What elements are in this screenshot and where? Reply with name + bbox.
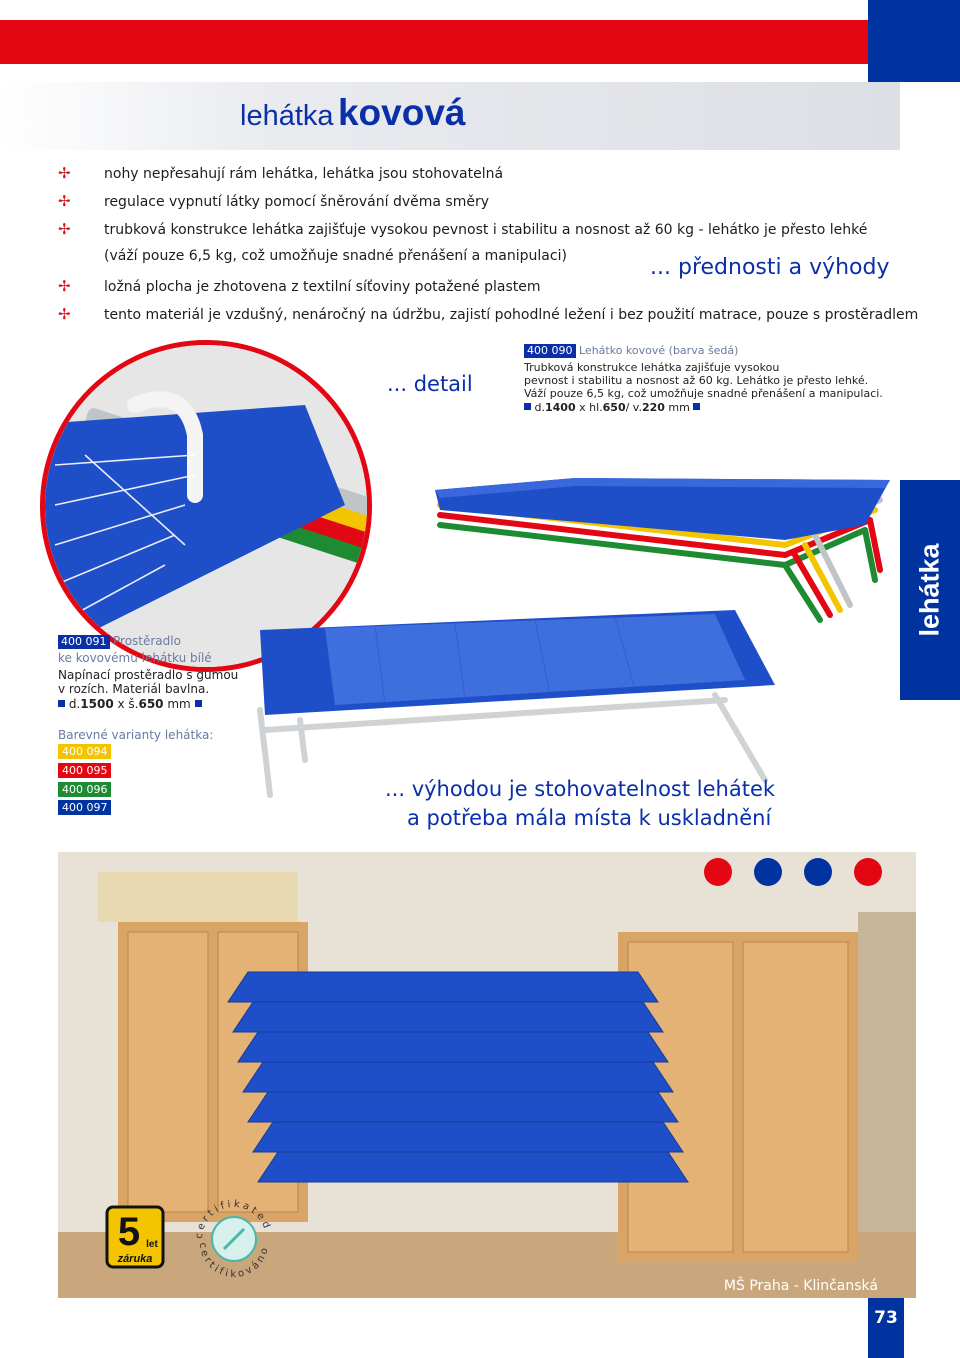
product-main-desc: pevnost i stabilitu a nosnost až 60 kg. Lehátko je přesto lehké.	[524, 374, 869, 387]
detail-heading: ... detail	[387, 372, 473, 396]
certified-top-text: certifikated	[193, 1198, 273, 1240]
feature-item: ✢ trubková konstrukce lehátka zajišťuje vysokou pevnost i stabilitu a nosnost až 60 kg - lehátko je přesto lehké	[58, 220, 868, 238]
bullet-icon: ✢	[58, 277, 71, 295]
warranty-years: let	[146, 1239, 158, 1250]
variants-title: Barevné varianty lehátka:	[58, 728, 214, 742]
bullet-icon: ✢	[58, 305, 71, 323]
warranty-number: 5	[117, 1210, 141, 1254]
feature-item-continuation: (váží pouze 6,5 kg, což umožňuje snadné přenášení a manipulaci)	[104, 248, 567, 264]
stacking-heading: ... výhodou je stohovatelnost lehátek a potřeba mála místa k uskladnění	[385, 777, 776, 830]
warranty-word: záruka	[117, 1253, 153, 1265]
product-sheet-subtitle: ke kovovému lehátku bílé	[58, 651, 212, 665]
square-icon	[58, 700, 65, 707]
certified-seal	[188, 1193, 280, 1285]
product-code-badge: 400 090	[524, 344, 576, 358]
feature-item: ✢ regulace vypnutí látky pomocí šněrování dvěma směry	[58, 192, 489, 210]
page-title	[240, 92, 465, 134]
feature-item: ✢ nohy nepřesahují rám lehátka, lehátka jsou stohovatelná	[58, 164, 504, 182]
photo-caption: MŠ Praha - Klinčanská	[723, 1278, 878, 1294]
title-bold: kovová	[337, 92, 466, 133]
product-main-desc: Trubková konstrukce lehátka zajišťuje vysokou	[524, 361, 780, 374]
page-number-box	[868, 1298, 904, 1358]
product-code-badge: 400 091	[58, 635, 110, 649]
title-thin: lehátka	[240, 100, 334, 132]
variant-badge: 400 097	[58, 800, 111, 815]
product-sheet-heading: 400 091 Prostěradlo	[58, 634, 181, 649]
advantages-heading: ... přednosti a výhody	[650, 255, 890, 280]
page-number: 73	[874, 1308, 898, 1328]
product-main-desc: Váží pouze 6,5 kg, což umožňuje snadné přenášení a manipulaci.	[524, 387, 883, 400]
certified-bottom-text: certifikováno	[196, 1241, 272, 1281]
variant-badge: 400 096	[58, 782, 111, 797]
feature-item: ✢ ložná plocha je zhotovena z textilní síťoviny potažené plastem	[58, 277, 541, 295]
product-main-heading: 400 090 Lehátko kovové (barva šedá)	[524, 344, 738, 358]
bullet-icon: ✢	[58, 164, 71, 182]
square-icon	[195, 700, 202, 707]
bullet-icon: ✢	[58, 192, 71, 210]
square-icon	[693, 403, 700, 410]
product-sheet-dimensions: d.1500 x š.650 mm	[58, 697, 202, 711]
product-sheet-desc: Napínací prostěradlo s gumou	[58, 668, 239, 682]
warranty-logo	[105, 1205, 165, 1269]
header-blue-corner	[868, 0, 960, 82]
variant-badge: 400 094	[58, 744, 111, 759]
variant-badge: 400 095	[58, 763, 111, 778]
side-tab	[900, 480, 960, 700]
kindergarten-photo	[58, 852, 916, 1298]
bullet-icon: ✢	[58, 220, 71, 238]
product-sheet-desc: v rozích. Materiál bavlna.	[58, 682, 210, 696]
header-red-bar	[0, 20, 868, 64]
square-icon	[524, 403, 531, 410]
side-tab-label: lehátka	[914, 543, 945, 637]
feature-item: ✢ tento materiál je vzdušný, nenáročný na údržbu, zajistí pohodlné ležení i bez použití matrace, pouze s prostěradlem	[58, 305, 919, 323]
product-main-dimensions: d.1400 x hl.650/ v.220 mm	[524, 401, 700, 414]
